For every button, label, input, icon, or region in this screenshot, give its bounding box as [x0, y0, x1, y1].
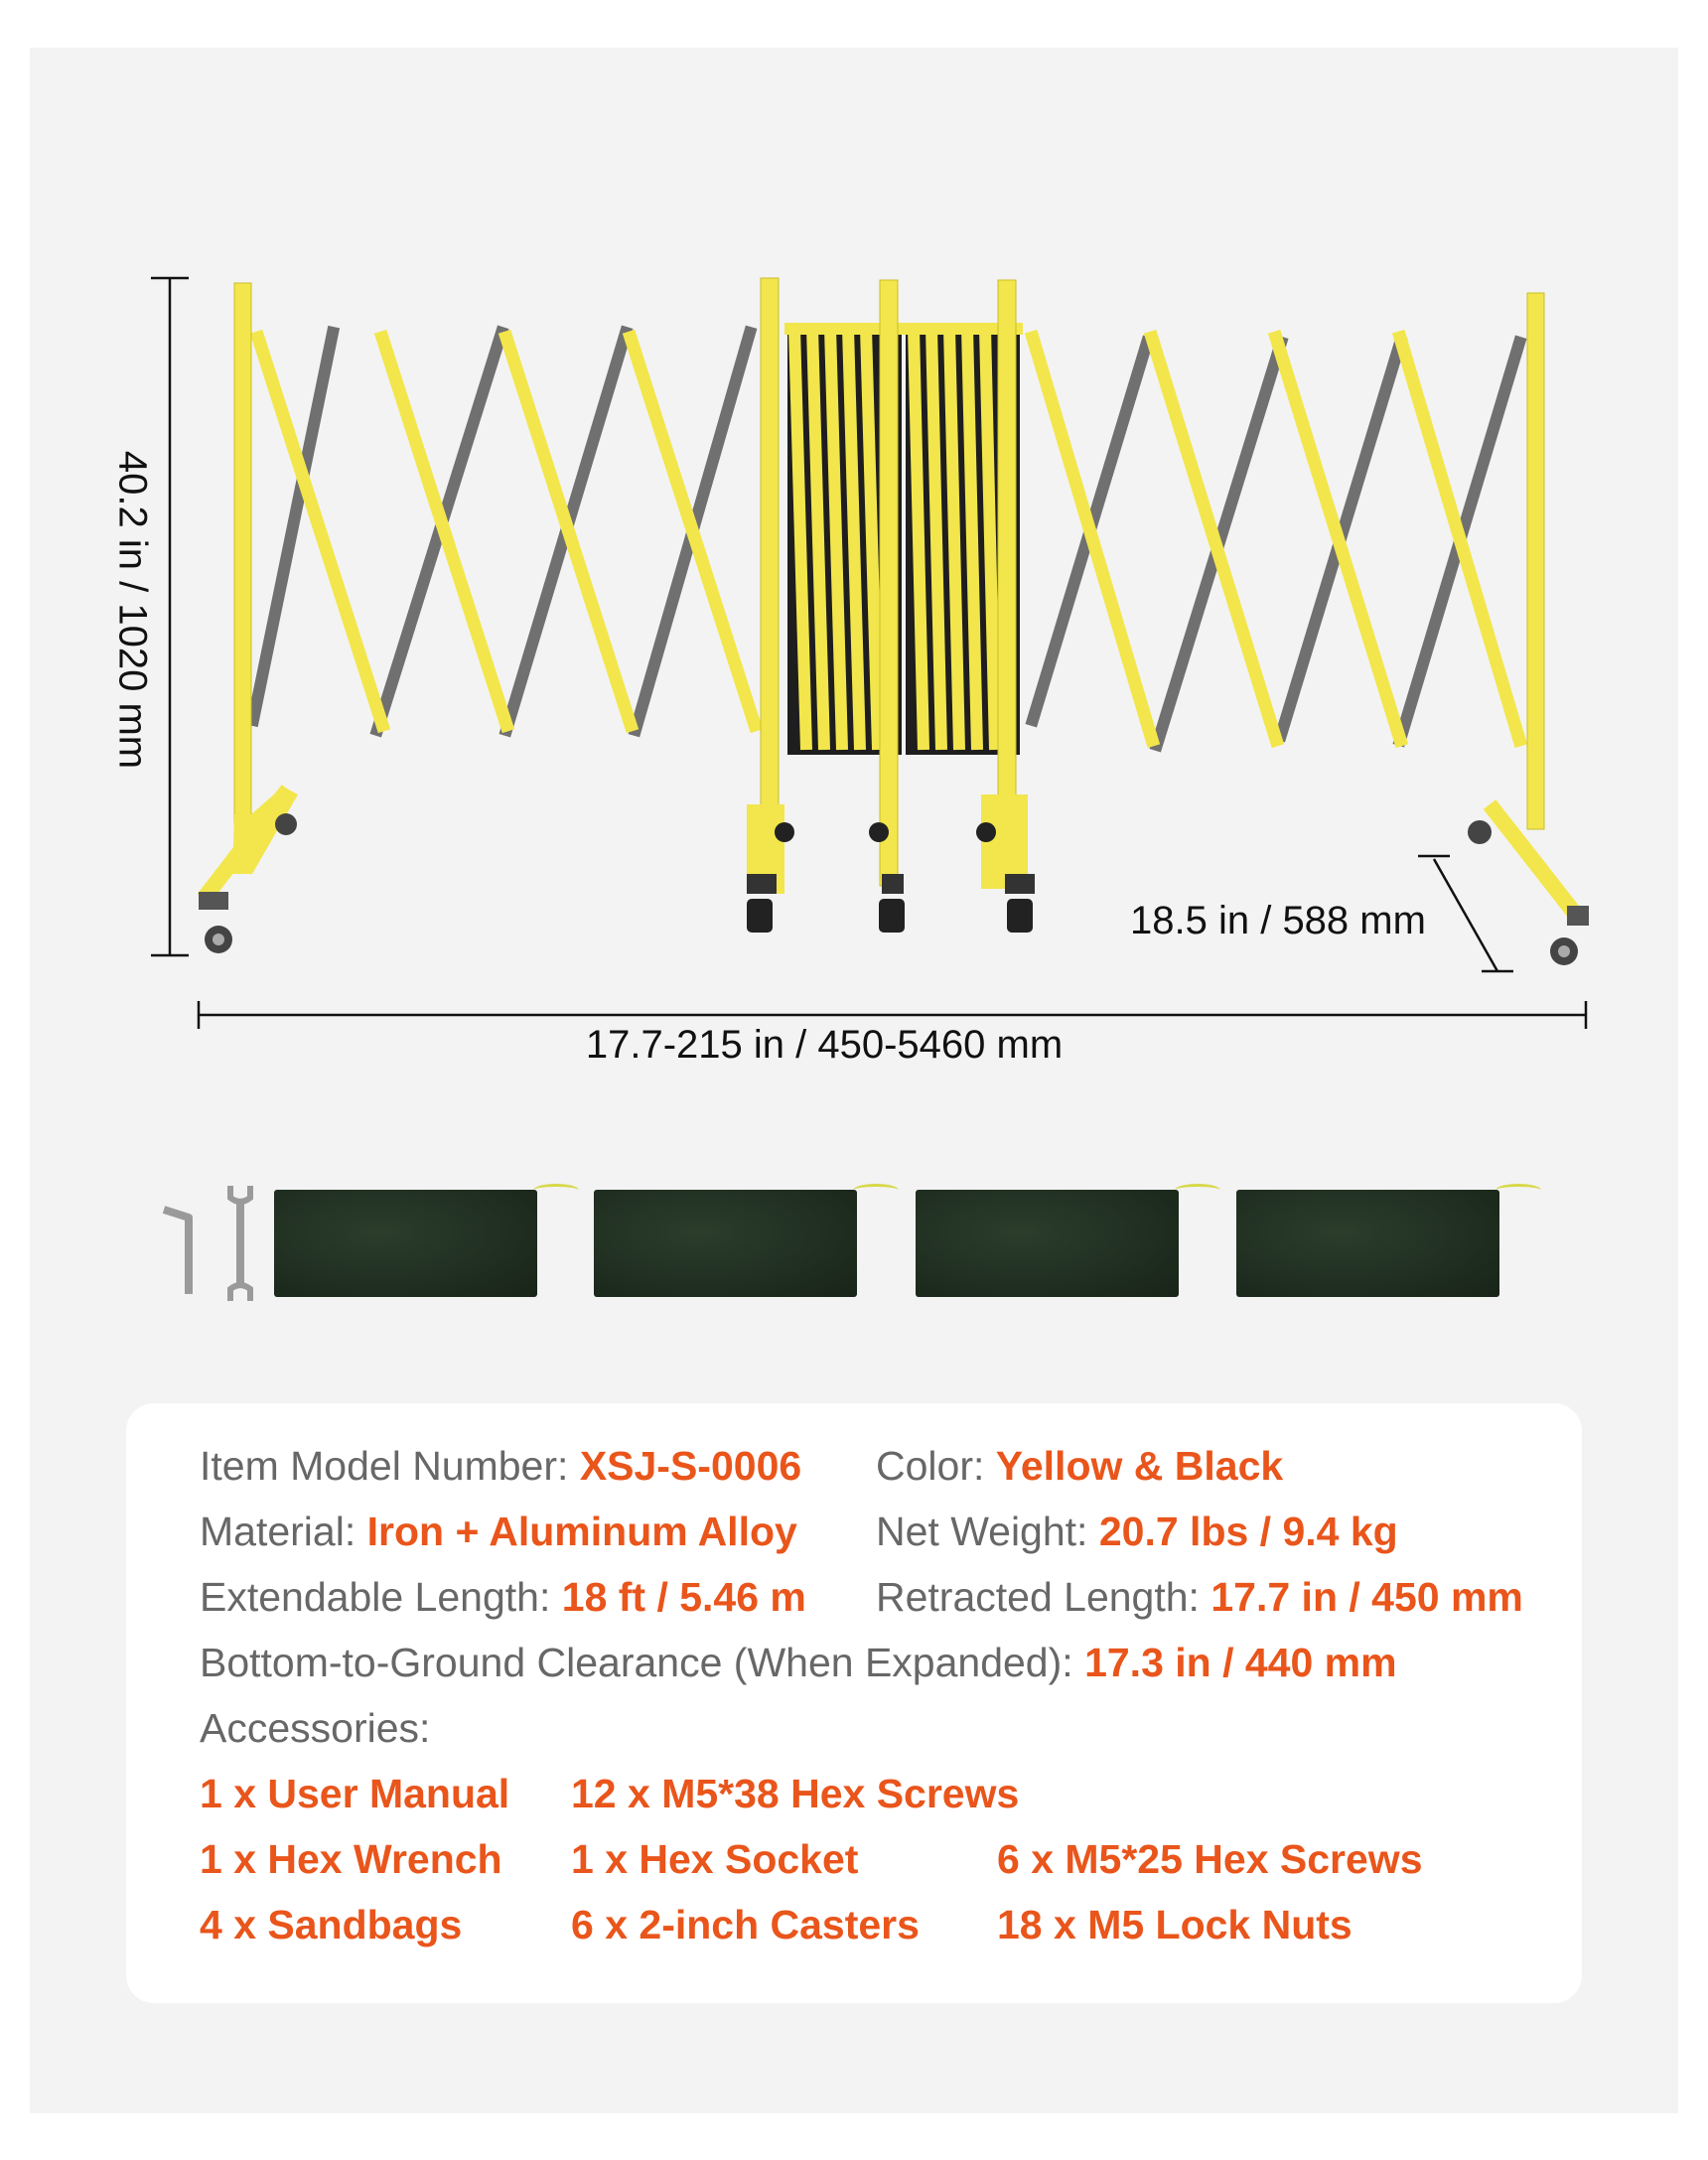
accessory-item: 1 x Hex Wrench: [200, 1836, 502, 1882]
center-retracted-section: [747, 278, 1035, 933]
l-hex-key-icon: [159, 1200, 209, 1299]
sandbag: [1236, 1190, 1499, 1297]
spec-value: 17.3 in / 440 mm: [1084, 1640, 1397, 1685]
spec-model: [200, 1443, 801, 1490]
left-scissor-yellow: [258, 338, 755, 725]
accessory-item: 6 x M5*25 Hex Screws: [997, 1836, 1423, 1882]
spec-material: [200, 1509, 797, 1555]
spec-net-weight: [876, 1509, 1398, 1555]
spec-label: Material:: [200, 1509, 356, 1554]
spec-value: XSJ-S-0006: [579, 1443, 802, 1489]
right-scissor-yellow: [1033, 338, 1519, 740]
sandbag: [594, 1190, 857, 1297]
sandbag-tie: [1175, 1184, 1220, 1197]
accessory-item: 12 x M5*38 Hex Screws: [571, 1771, 1020, 1816]
spec-card: [126, 1403, 1582, 2003]
accessory-item: 1 x User Manual: [200, 1771, 510, 1816]
spec-color: [876, 1443, 1283, 1490]
sandbag-tie: [853, 1184, 899, 1197]
accessory-item: 6 x 2-inch Casters: [571, 1902, 920, 1947]
spec-value: 17.7 in / 450 mm: [1210, 1574, 1523, 1620]
sandbag-tie: [1495, 1184, 1541, 1197]
wrench-icon: [222, 1184, 258, 1303]
spec-retracted-length: [876, 1574, 1523, 1621]
spec-clearance: [200, 1640, 1397, 1686]
spec-label: Retracted Length:: [876, 1574, 1200, 1620]
spec-value: 18 ft / 5.46 m: [561, 1574, 806, 1620]
left-end-post: [199, 283, 298, 953]
accessories-strip: [0, 1172, 1708, 1321]
spec-extendable-length: [200, 1574, 806, 1621]
spec-label: Item Model Number:: [200, 1443, 569, 1489]
spec-label: Extendable Length:: [200, 1574, 551, 1620]
height-dimension-line: [151, 278, 189, 955]
depth-dimension-label: 18.5 in / 588 mm: [1130, 899, 1426, 942]
accessory-item: 4 x Sandbags: [200, 1902, 463, 1947]
spec-label: Bottom-to-Ground Clearance (When Expanded):: [200, 1640, 1073, 1685]
spec-value: Yellow & Black: [995, 1443, 1284, 1489]
accessories-heading: Accessories:: [200, 1705, 431, 1751]
spec-label: Net Weight:: [876, 1509, 1088, 1554]
height-dimension-label: 40.2 in / 1020 mm: [110, 450, 155, 770]
accessory-item: 18 x M5 Lock Nuts: [997, 1902, 1352, 1947]
width-dimension-label: 17.7-215 in / 450-5460 mm: [585, 1023, 1064, 1067]
left-scissor-gray: [253, 333, 750, 730]
accessory-item: 1 x Hex Socket: [571, 1836, 859, 1882]
spec-label: Color:: [876, 1443, 985, 1489]
spec-value: Iron + Aluminum Alloy: [366, 1509, 797, 1554]
sandbag: [274, 1190, 537, 1297]
depth-dimension-line: [1418, 856, 1513, 971]
sandbag-tie: [533, 1184, 579, 1197]
right-scissor-gray: [1033, 343, 1519, 745]
spec-value: 20.7 lbs / 9.4 kg: [1098, 1509, 1398, 1554]
sandbag: [916, 1190, 1179, 1297]
